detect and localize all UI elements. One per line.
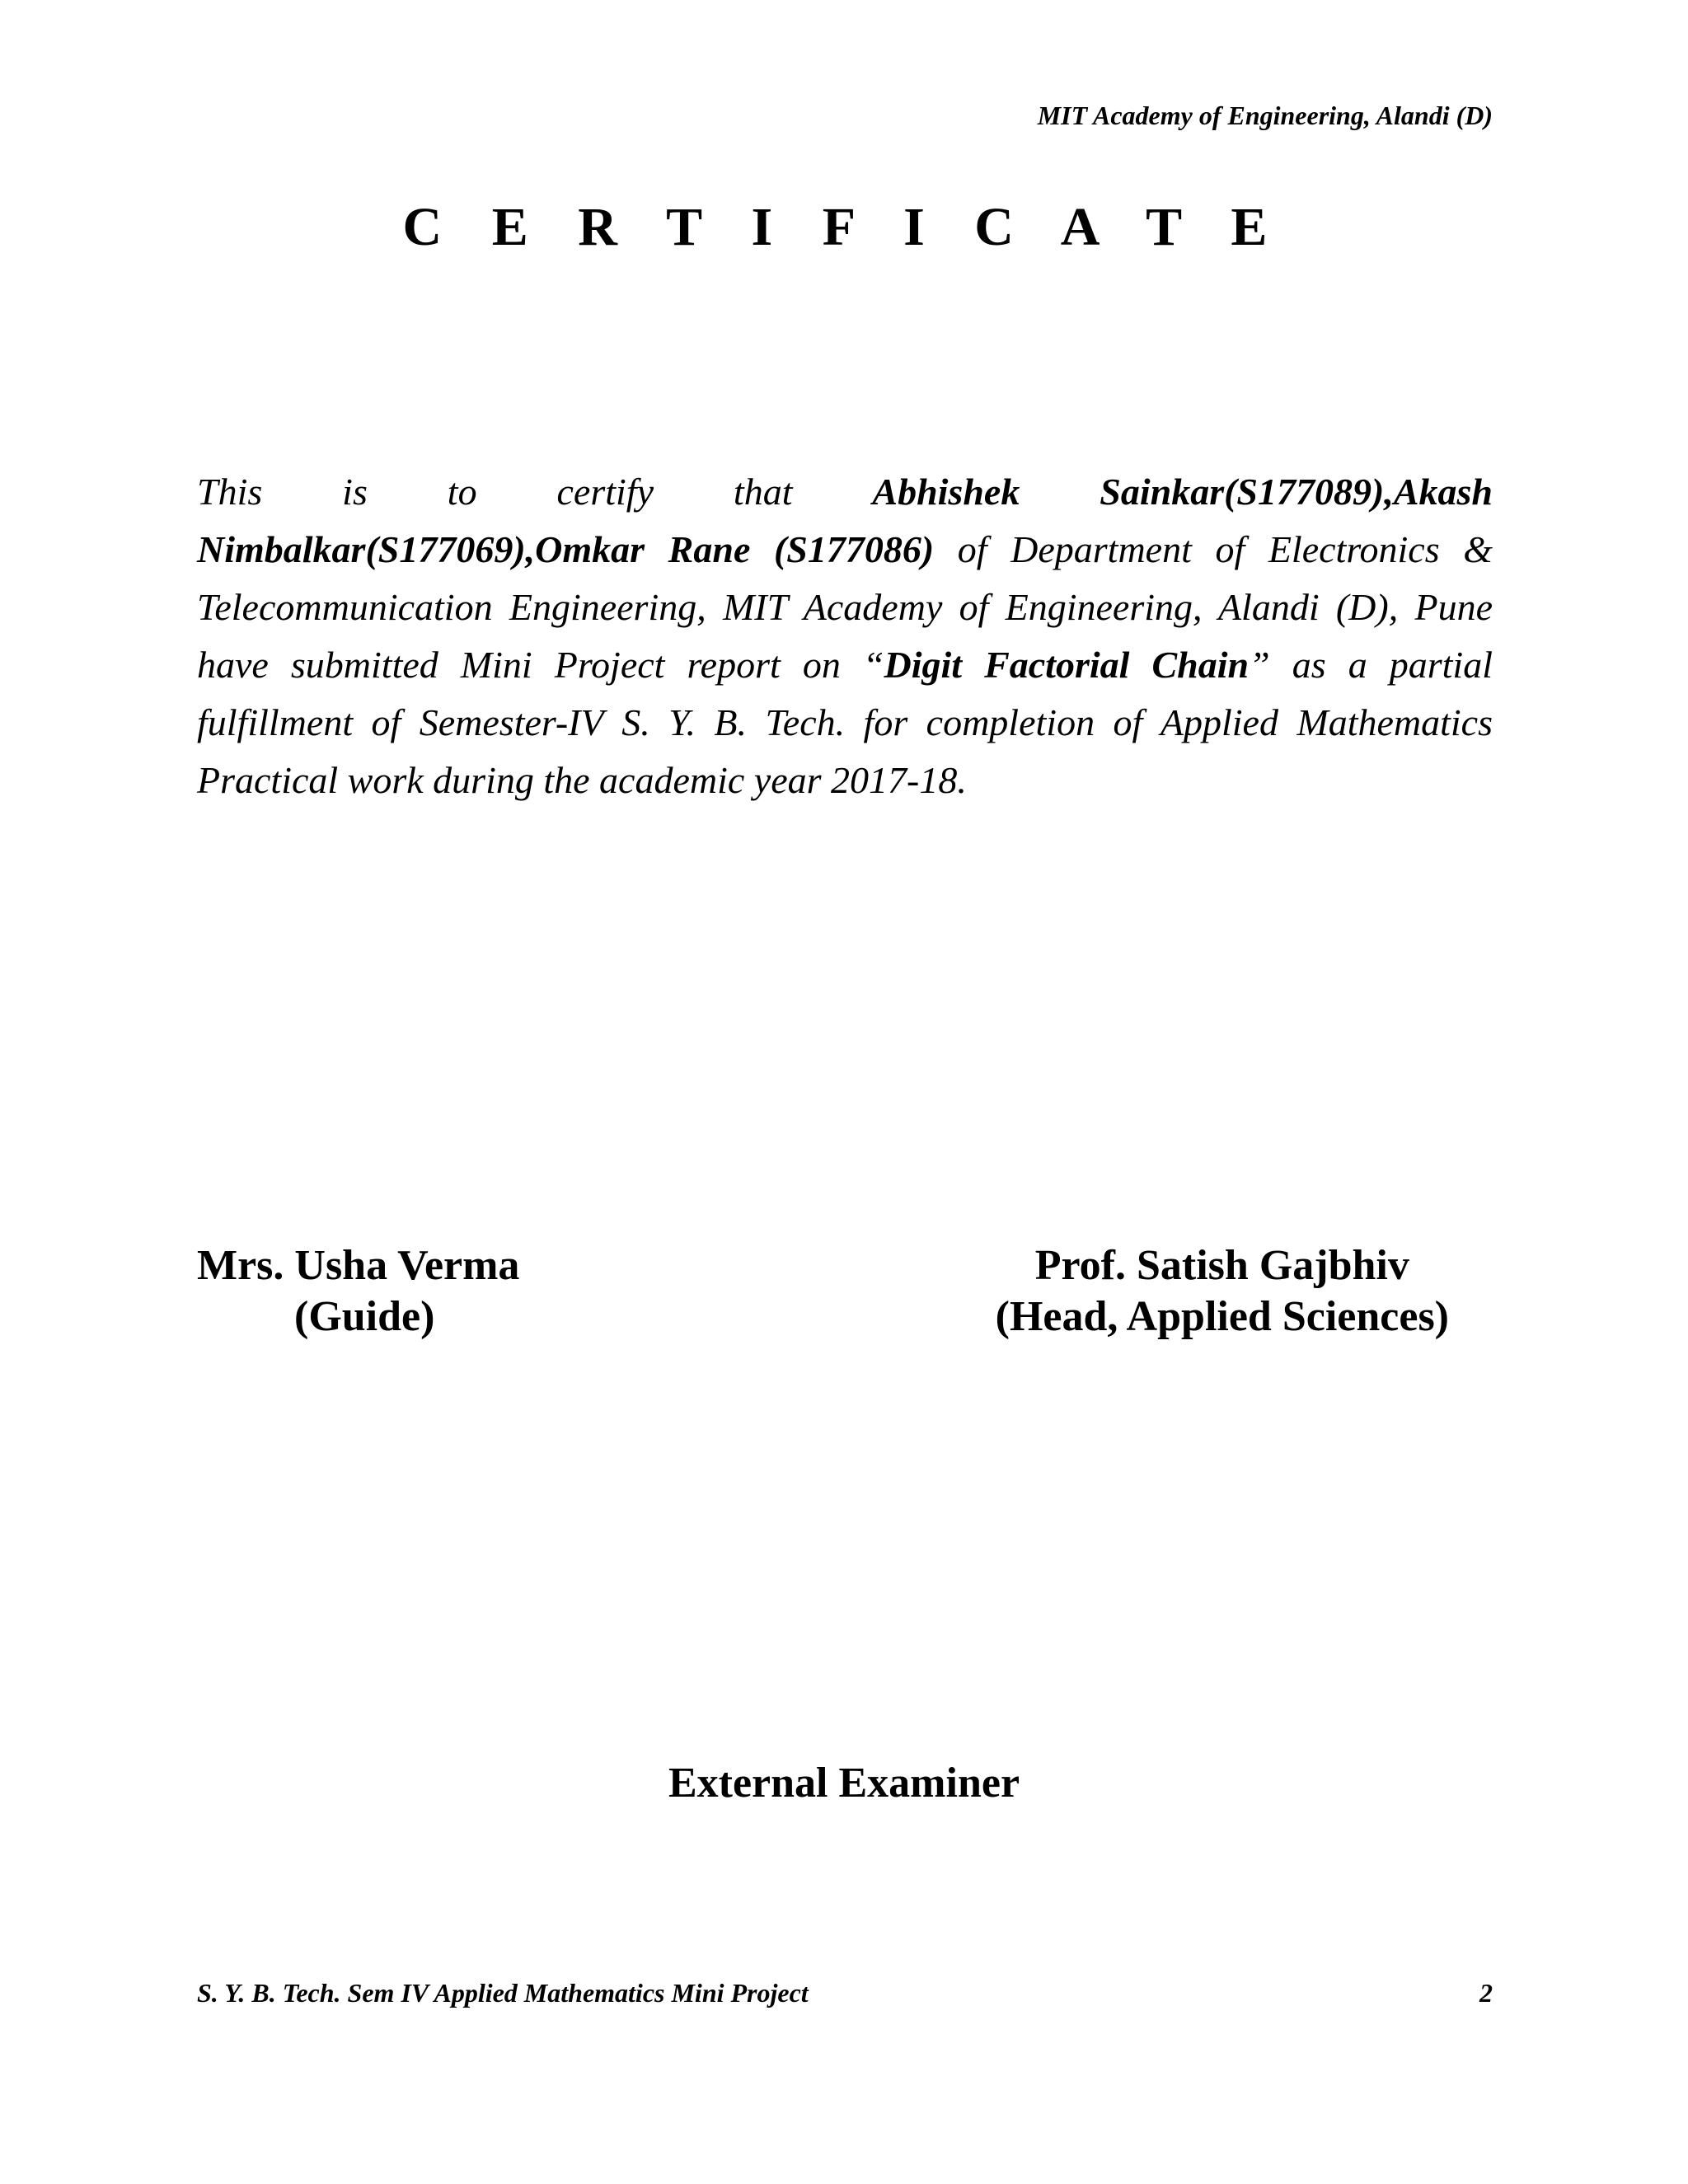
head-name: Prof. Satish Gajbhiv [1034, 1242, 1409, 1289]
closing-text: as a partial fulfillment of Semester-IV S. Y. B. Tech. for completion of Applied Mathematics Practical work during the academic year 2017-18. [197, 644, 1493, 801]
project-title: Digit Factorial Chain [884, 644, 1250, 686]
department-text: of Department of Electronics & Telecommunication Engineering, MIT Academy of Engineering, Alandi (D), Pune have submitted Mini Project report on [197, 528, 1493, 686]
quote-close: ” [1249, 644, 1270, 686]
certify-intro: This is to certify that [197, 471, 873, 513]
quote-open: “ [862, 644, 884, 686]
student-names: Abhishek Sainkar(S177089),Akash Nimbalkar(S177069),Omkar Rane (S177086) [197, 471, 1493, 570]
guide-name: Mrs. Usha Verma [197, 1242, 520, 1289]
running-header: MIT Academy of Engineering, Alandi (D) [1037, 101, 1493, 130]
footer-course: S. Y. B. Tech. Sem IV Applied Mathematics Mini Project [197, 1978, 809, 2008]
guide-role: (Guide) [294, 1293, 435, 1340]
certificate-body [197, 463, 1493, 809]
guide-signature [197, 1240, 519, 1343]
page-title: C E R T I F I C A T E [402, 197, 1286, 257]
page-number: 2 [1479, 1978, 1493, 2008]
head-role: (Head, Applied Sciences) [995, 1293, 1449, 1340]
external-examiner: External Examiner [668, 1760, 1020, 1807]
head-signature [996, 1240, 1449, 1343]
